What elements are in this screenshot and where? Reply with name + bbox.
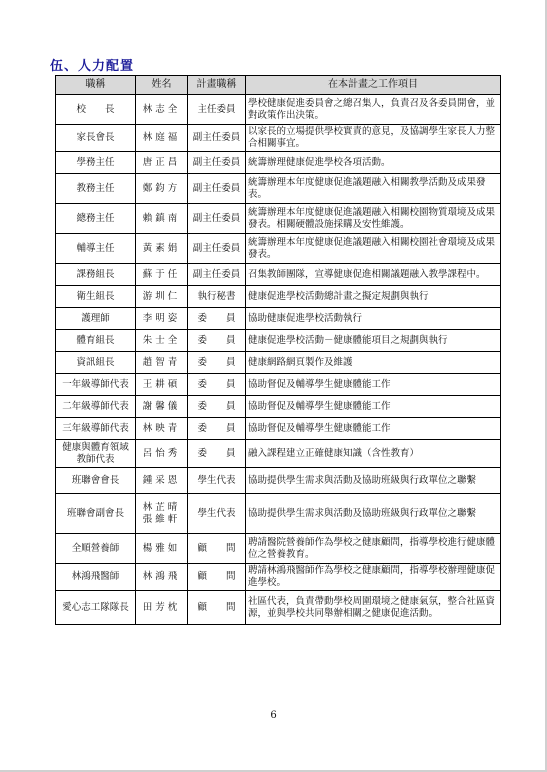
cell-title: 護理師	[56, 308, 136, 330]
page-number: 6	[270, 710, 277, 721]
table-row	[56, 152, 501, 174]
table-row	[56, 374, 501, 396]
cell-name	[136, 352, 188, 374]
person-name: 鍾采恩	[142, 474, 181, 486]
cell-plan-title: 副主任委員	[188, 264, 246, 286]
cell-plan-title: 委 員	[188, 352, 246, 374]
cell-task: 社區代表，負責帶動學校周圍環境之健康氣氛，整合社區資源，並與學校共同舉辦相關之健康促進活動。	[246, 591, 501, 625]
table-row	[56, 418, 501, 440]
table-row	[56, 234, 501, 264]
cell-plan-title: 學生代表	[188, 468, 246, 494]
cell-title: 全順營養師	[56, 534, 136, 564]
cell-plan-title: 委 員	[188, 330, 246, 352]
cell-task: 協助督促及輔導學生健康體能工作	[246, 374, 501, 396]
person-name: 唐正昌	[142, 156, 181, 168]
cell-name	[136, 152, 188, 174]
cell-title: 學務主任	[56, 152, 136, 174]
table-body	[56, 95, 501, 625]
table-row	[56, 286, 501, 308]
person-name: 林庭福	[142, 132, 181, 143]
cell-plan-title: 執行秘書	[188, 286, 246, 308]
cell-task: 統籌辦理健康促進學校各項活動。	[246, 152, 501, 174]
cell-plan-title: 副主任委員	[188, 234, 246, 264]
person-name: 林映青	[142, 422, 181, 434]
table-row	[56, 396, 501, 418]
table-row	[56, 534, 501, 564]
cell-task: 學校健康促進委員會之總召集人，負責召及各委員開會，並對政策作出決策。	[246, 95, 501, 125]
cell-title: 家長會長	[56, 125, 136, 152]
table-row	[56, 95, 501, 125]
table-row	[56, 174, 501, 204]
cell-title: 資訊組長	[56, 352, 136, 374]
cell-title: 體育組長	[56, 330, 136, 352]
cell-plan-title: 委 員	[188, 418, 246, 440]
cell-plan-title: 顧 問	[188, 534, 246, 564]
staff-table	[55, 75, 501, 625]
cell-title: 班聯會會長	[56, 468, 136, 494]
person-name: 趙智青	[142, 356, 181, 368]
table-row	[56, 264, 501, 286]
cell-title: 三年級導師代表	[56, 418, 136, 440]
cell-task: 聘請醫院營養師作為學校之健康顧問，指導學校進行健康體位之營養教育。	[246, 534, 501, 564]
cell-name	[136, 494, 188, 534]
cell-name	[136, 264, 188, 286]
cell-task: 健康促進學校活動－健康體能項目之規劃與執行	[246, 330, 501, 352]
table-row	[56, 440, 501, 468]
cell-title: 衛生組長	[56, 286, 136, 308]
person-name: 游圳仁	[142, 290, 181, 302]
table-row	[56, 204, 501, 234]
person-name: 林鴻飛	[142, 571, 181, 582]
cell-name	[136, 396, 188, 418]
cell-name	[136, 174, 188, 204]
person-name: 李明姿	[142, 312, 181, 324]
header-title: 職稱	[56, 76, 136, 95]
cell-title: 校 長	[56, 95, 136, 125]
table-row	[56, 468, 501, 494]
cell-title: 總務主任	[56, 204, 136, 234]
cell-task: 統籌辦理本年度健康促進議題融入相關校園物質環境及成果發表。相關硬體設施採購及安性維護。	[246, 204, 501, 234]
cell-name	[136, 440, 188, 468]
person-name: 朱士全	[142, 334, 181, 346]
cell-title: 教務主任	[56, 174, 136, 204]
person-name: 楊雅如	[142, 542, 181, 554]
person-name: 謝馨儀	[142, 400, 181, 412]
cell-task: 以家長的立場提供學校實責的意見，及協調學生家長人力整合相關事宜。	[246, 125, 501, 152]
header-name: 姓名	[136, 76, 188, 95]
cell-plan-title: 顧 問	[188, 564, 246, 591]
cell-plan-title: 委 員	[188, 396, 246, 418]
cell-task: 召集教師團隊，宣導健康促進相關議題融入教學課程中。	[246, 264, 501, 286]
cell-title: 課務組長	[56, 264, 136, 286]
table-row	[56, 564, 501, 591]
table-row	[56, 352, 501, 374]
header-task: 在本計畫之工作項目	[246, 76, 501, 95]
cell-name	[136, 308, 188, 330]
person-name: 張維軒	[142, 513, 181, 525]
cell-plan-title: 委 員	[188, 440, 246, 468]
cell-name	[136, 330, 188, 352]
person-name: 鄭鈞方	[142, 182, 181, 194]
person-name: 林芷晴	[142, 501, 181, 513]
cell-name	[136, 204, 188, 234]
cell-task: 協助督促及輔導學生健康體能工作	[246, 396, 501, 418]
table-row	[56, 308, 501, 330]
person-name: 王耕碩	[142, 378, 181, 390]
table-row	[56, 591, 501, 625]
cell-task: 協助健康促進學校活動執行	[246, 308, 501, 330]
cell-plan-title: 副主任委員	[188, 174, 246, 204]
cell-name	[136, 286, 188, 308]
cell-task: 融入課程建立正確健康知識（含性教育）	[246, 440, 501, 468]
cell-name	[136, 125, 188, 152]
person-name: 田芳枕	[142, 601, 181, 613]
cell-title: 輔導主任	[56, 234, 136, 264]
cell-plan-title: 副主任委員	[188, 125, 246, 152]
cell-name	[136, 591, 188, 625]
cell-name	[136, 374, 188, 396]
table-row	[56, 330, 501, 352]
person-name: 呂怡秀	[142, 447, 181, 459]
cell-task: 協助提供學生需求與活動及協助班級與行政單位之聯繫	[246, 494, 501, 534]
cell-title: 二年級導師代表	[56, 396, 136, 418]
table-header-row	[56, 76, 501, 95]
cell-title: 健康與體育領域教師代表	[56, 440, 136, 468]
person-name: 蘇于任	[142, 268, 181, 280]
section-title: 伍、人力配置	[50, 59, 135, 74]
cell-plan-title: 主任委員	[188, 95, 246, 125]
cell-plan-title: 委 員	[188, 374, 246, 396]
person-name: 賴鎮南	[142, 212, 181, 224]
cell-plan-title: 學生代表	[188, 494, 246, 534]
person-name: 林志全	[142, 103, 181, 115]
cell-plan-title: 委 員	[188, 308, 246, 330]
cell-name	[136, 418, 188, 440]
cell-task: 統籌辦理本年度健康促進議題融入相關校園社會環境及成果發表。	[246, 234, 501, 264]
cell-task: 聘請林鴻飛醫師作為學校之健康顧問，指導學校辦理健康促進學校。	[246, 564, 501, 591]
cell-task: 健康促進學校活動總計畫之擬定規劃與執行	[246, 286, 501, 308]
cell-title: 林鴻飛醫師	[56, 564, 136, 591]
cell-task: 協助提供學生需求與活動及協助班級與行政單位之聯繫	[246, 468, 501, 494]
cell-name	[136, 468, 188, 494]
cell-name	[136, 95, 188, 125]
cell-name	[136, 564, 188, 591]
person-name: 黃素娟	[142, 242, 181, 254]
header-plan-title: 計畫職稱	[188, 76, 246, 95]
cell-title: 一年級導師代表	[56, 374, 136, 396]
table-row	[56, 494, 501, 534]
cell-name	[136, 234, 188, 264]
cell-task: 健康網路網頁製作及維護	[246, 352, 501, 374]
cell-name	[136, 534, 188, 564]
cell-title: 班聯會副會長	[56, 494, 136, 534]
cell-plan-title: 副主任委員	[188, 152, 246, 174]
cell-plan-title: 副主任委員	[188, 204, 246, 234]
table-row	[56, 125, 501, 152]
cell-task: 統籌辦理本年度健康促進議題融入相關教學活動及成果發表。	[246, 174, 501, 204]
cell-plan-title: 顧 問	[188, 591, 246, 625]
cell-title: 愛心志工隊隊長	[56, 591, 136, 625]
cell-task: 協助督促及輔導學生健康體能工作	[246, 418, 501, 440]
